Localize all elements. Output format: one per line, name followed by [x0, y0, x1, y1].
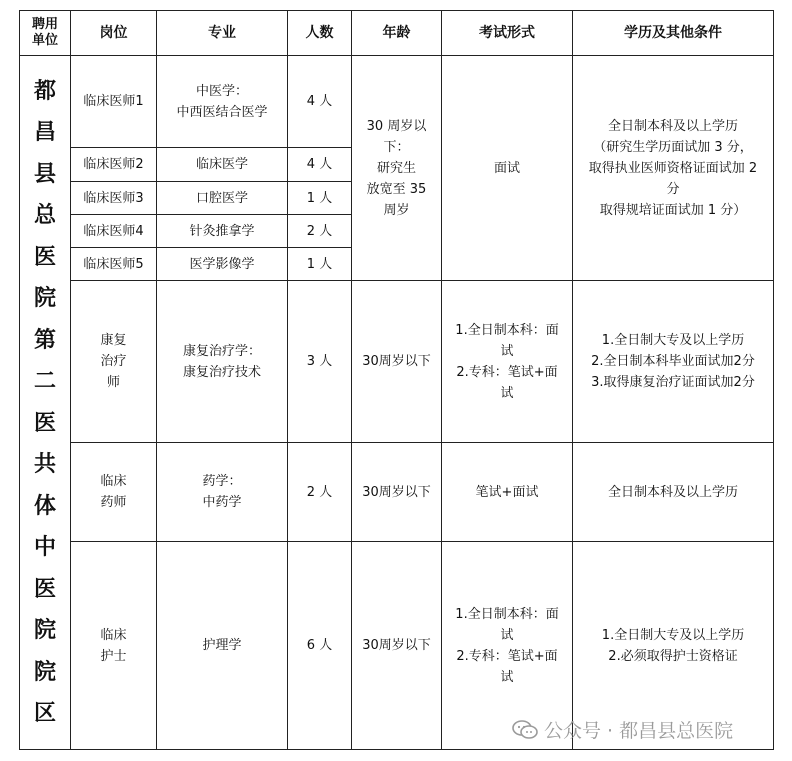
wechat-icon [512, 720, 538, 740]
unit-name: 都 昌 县 总 医 院 第 二 医 共 体 中 医 院 院 区 [33, 78, 56, 726]
unit-name-cell [20, 56, 71, 750]
position-cell: 临床医师5 [71, 248, 157, 281]
age-cell: 30周岁以下 [352, 281, 442, 443]
requirements-cell: 全日制本科及以上学历 （研究生学历面试加 3 分， 取得执业医师资格证面试加 2 分 取得规培证面试加 1 分） [573, 56, 774, 281]
position-cell: 临床医师1 [71, 56, 157, 148]
age-cell: 30 周岁以 下： 研究生 放宽至 35 周岁 [352, 56, 442, 281]
major-cell: 医学影像学 [157, 248, 288, 281]
major-cell: 口腔医学 [157, 182, 288, 215]
count-cell: 4 人 [288, 148, 352, 182]
major-cell: 针灸推拿学 [157, 215, 288, 248]
count-cell: 1 人 [288, 248, 352, 281]
header-exam: 考试形式 [442, 11, 573, 56]
header-age: 年龄 [352, 11, 442, 56]
requirements-cell: 全日制本科及以上学历 [573, 443, 774, 542]
count-cell: 2 人 [288, 215, 352, 248]
count-cell: 3 人 [288, 281, 352, 443]
header-unit: 聘用 单位 [20, 11, 71, 56]
age-cell: 30周岁以下 [352, 542, 442, 750]
exam-cell: 1.全日制本科：面 试 2.专科：笔试+面 试 [442, 281, 573, 443]
requirements-cell: 1.全日制大专及以上学历 2.全日制本科毕业面试加2分 3.取得康复治疗证面试加2分 [573, 281, 774, 443]
position-cell: 临床医师3 [71, 182, 157, 215]
wechat-watermark [512, 716, 733, 743]
header-requirements: 学历及其他条件 [573, 11, 774, 56]
table-row [20, 56, 774, 148]
exam-cell: 1.全日制本科：面 试 2.专科：笔试+面 试 [442, 542, 573, 750]
major-cell: 中医学： 中西医结合医学 [157, 56, 288, 148]
position-cell: 临床医师2 [71, 148, 157, 182]
table-row [20, 443, 774, 542]
header-major: 专业 [157, 11, 288, 56]
header-row [20, 11, 774, 56]
major-cell: 康复治疗学： 康复治疗技术 [157, 281, 288, 443]
count-cell: 6 人 [288, 542, 352, 750]
position-cell: 临床医师4 [71, 215, 157, 248]
count-cell: 1 人 [288, 182, 352, 215]
recruitment-table [19, 10, 774, 750]
count-cell: 2 人 [288, 443, 352, 542]
header-count: 人数 [288, 11, 352, 56]
header-position: 岗位 [71, 11, 157, 56]
age-cell: 30周岁以下 [352, 443, 442, 542]
exam-cell: 面试 [442, 56, 573, 281]
major-cell: 临床医学 [157, 148, 288, 182]
major-cell: 护理学 [157, 542, 288, 750]
exam-cell: 笔试+面试 [442, 443, 573, 542]
watermark-text: 公众号 · 都昌县总医院 [544, 720, 734, 742]
major-cell: 药学： 中药学 [157, 443, 288, 542]
position-cell: 康复 治疗 师 [71, 281, 157, 443]
position-cell: 临床 护士 [71, 542, 157, 750]
position-cell: 临床 药师 [71, 443, 157, 542]
count-cell: 4 人 [288, 56, 352, 148]
table-row [20, 281, 774, 443]
requirements-cell: 1.全日制大专及以上学历 2.必须取得护士资格证 [573, 542, 774, 750]
